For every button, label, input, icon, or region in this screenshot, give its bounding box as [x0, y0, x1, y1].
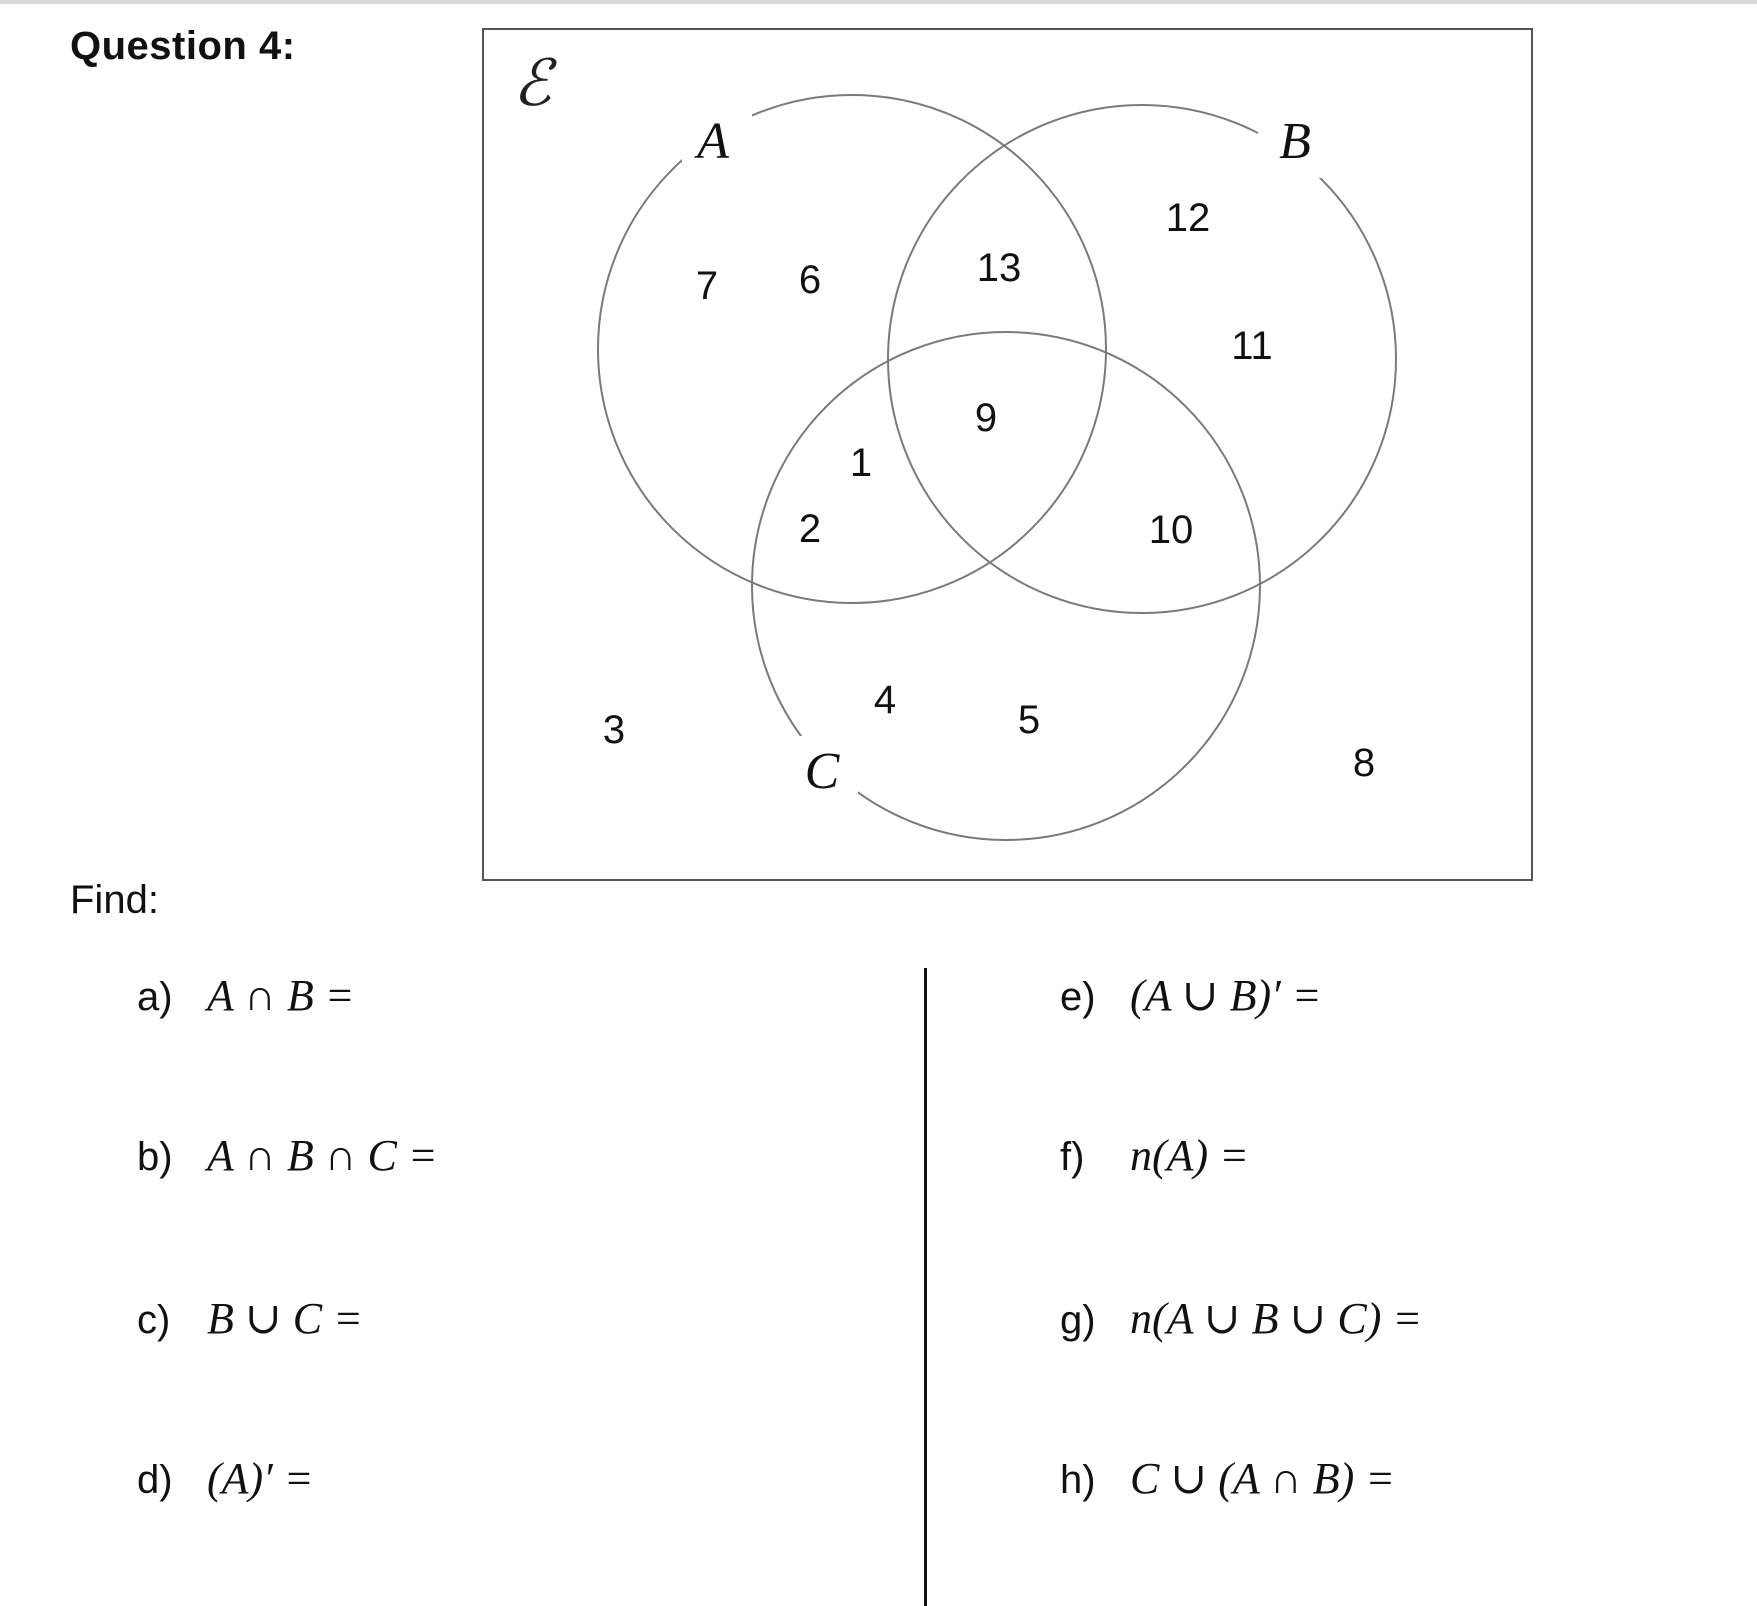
question-d: [137, 1453, 314, 1504]
question-f: [1060, 1130, 1249, 1181]
question-d-expression: (A)′ =: [207, 1454, 314, 1503]
question-a: [137, 970, 354, 1021]
region-a-only-value-2: 6: [798, 258, 822, 302]
question-h-letter: h): [1060, 1458, 1096, 1502]
region-b-only-value-1: 12: [1165, 196, 1211, 240]
question-e-letter: e): [1060, 975, 1096, 1019]
region-a-c-value-2: 2: [798, 507, 822, 551]
question-g-expression: n(A ∪ B ∪ C) =: [1130, 1294, 1423, 1343]
question-f-expression: n(A) =: [1130, 1131, 1249, 1180]
region-b-only-value-2: 11: [1231, 324, 1273, 368]
question-g-letter: g): [1060, 1298, 1096, 1342]
region-c-only-value-2: 5: [1017, 698, 1041, 742]
region-a-only-value-1: 7: [695, 264, 719, 308]
outside-value-1: 3: [602, 708, 626, 752]
set-a-label: A: [697, 113, 729, 170]
region-a-c-value-1: 1: [849, 441, 873, 485]
question-e-expression: (A ∪ B)′ =: [1130, 971, 1322, 1020]
region-b-c-value: 10: [1148, 508, 1194, 552]
question-b-letter: b): [137, 1135, 173, 1179]
question-a-expression: A ∩ B =: [207, 971, 355, 1020]
region-c-only-value-1: 4: [873, 678, 897, 722]
question-title: Question 4:: [70, 24, 296, 68]
set-a-circle: [598, 95, 1106, 603]
find-label: Find:: [70, 878, 159, 922]
universal-set-symbol: ℰ: [512, 48, 552, 119]
question-d-letter: d): [137, 1458, 173, 1502]
region-a-b-c-value: 9: [974, 396, 998, 440]
set-c-label: C: [804, 743, 840, 800]
question-h-expression: C ∪ (A ∩ B) =: [1130, 1454, 1395, 1503]
question-g: [1060, 1293, 1422, 1344]
question-c-letter: c): [137, 1298, 171, 1342]
question-c-expression: B ∪ C =: [207, 1294, 363, 1343]
question-b-expression: A ∩ B ∩ C =: [207, 1131, 438, 1180]
set-b-circle: [888, 105, 1396, 613]
region-a-b-value: 13: [976, 246, 1022, 290]
question-c: [137, 1293, 363, 1344]
question-h: [1060, 1453, 1395, 1504]
set-b-label: B: [1279, 113, 1311, 170]
question-e: [1060, 970, 1321, 1021]
question-b: [137, 1130, 438, 1181]
column-divider: [924, 968, 927, 1606]
question-a-letter: a): [137, 975, 173, 1019]
question-f-letter: f): [1060, 1135, 1085, 1179]
outside-value-2: 8: [1352, 741, 1376, 785]
